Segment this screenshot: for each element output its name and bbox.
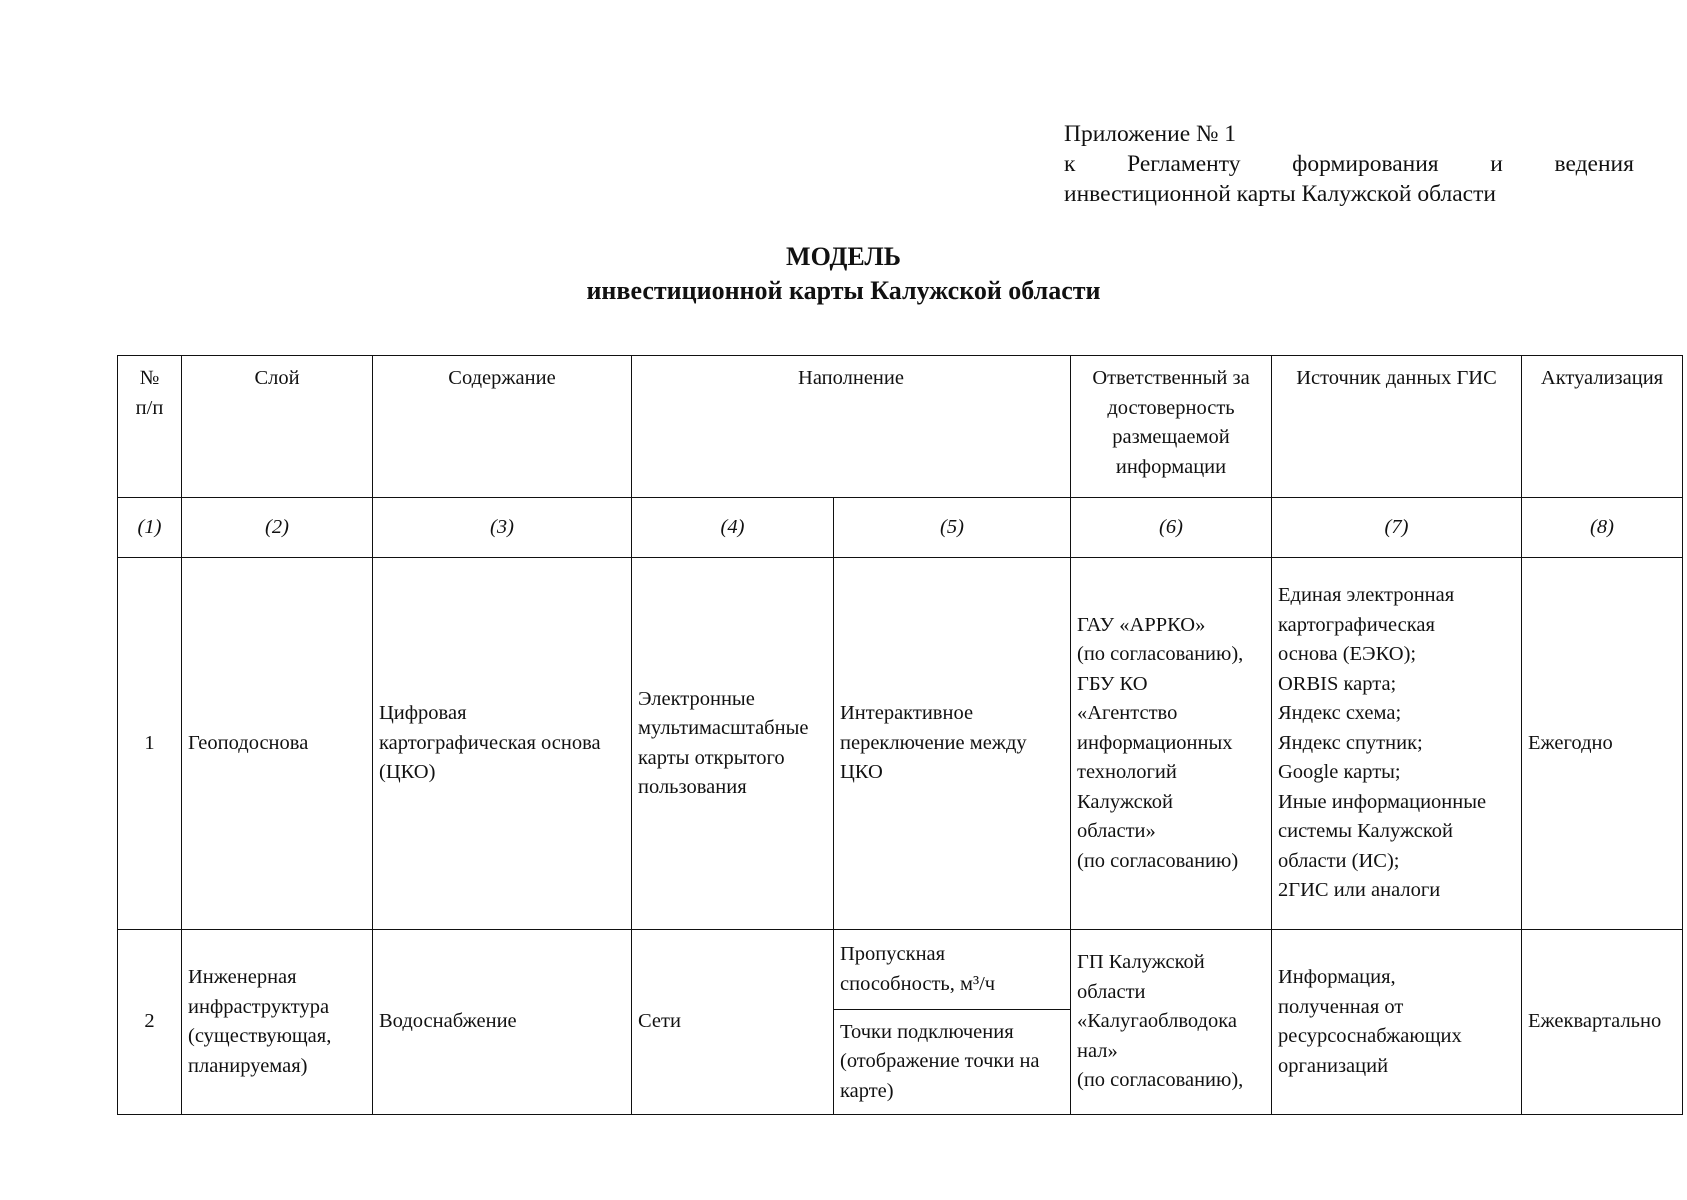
column-number-row [118,498,1683,558]
row-filling-b: Интерактивное переключение между ЦКО [834,558,1071,930]
header-source: Источник данных ГИС [1272,356,1522,498]
row-filling-a: Сети [632,930,834,1115]
header-num: № п/п [118,356,182,498]
header-update: Актуализация [1522,356,1683,498]
column-number: (3) [373,498,632,558]
appendix-line-2 [1064,149,1634,179]
row-update: Ежеквартально [1522,930,1683,1115]
row-source: Единая электронная картографическая основа (ЕЭКО); ORBIS карта; Яндекс схема; Яндекс спутник; Google карты; Иные информационные системы Калужской области (ИС); 2ГИС или аналоги [1272,558,1522,930]
row-content: Водоснабжение [373,930,632,1115]
row-num: 2 [118,930,182,1115]
appendix-line-3: инвестиционной карты Калужской области [1064,181,1496,207]
appendix-block [1064,119,1634,209]
appendix-word: ведения [1554,151,1634,177]
row-filling-b1: Пропускная способность, м³/ч [834,930,1071,1010]
document-subtitle: инвестиционной карты Калужской области [586,276,1101,305]
column-number: (2) [182,498,373,558]
table-row [118,930,1683,1010]
header-content: Содержание [373,356,632,498]
appendix-line-1: Приложение № 1 [1064,121,1237,147]
row-layer: Геоподоснова [182,558,373,930]
appendix-word: формирования [1292,151,1439,177]
appendix-word: и [1490,151,1503,177]
header-row [118,356,1683,498]
row-content: Цифровая картографическая основа (ЦКО) [373,558,632,930]
column-number: (6) [1071,498,1272,558]
appendix-word: к [1064,151,1076,177]
row-filling-b2: Точки подключения (отображение точки на карте) [834,1010,1071,1115]
row-update: Ежегодно [1522,558,1683,930]
row-responsible: ГП Калужской области «Калугаоблводока нал» (по согласованию), [1071,930,1272,1115]
row-num: 1 [118,558,182,930]
column-number: (4) [632,498,834,558]
header-filling: Наполнение [632,356,1071,498]
header-layer: Слой [182,356,373,498]
model-table [117,355,1683,1115]
header-responsible: Ответственный за достоверность размещаемой информации [1071,356,1272,498]
row-layer: Инженерная инфраструктура (существующая, планируемая) [182,930,373,1115]
row-filling-a: Электронные мультимасштабные карты открытого пользования [632,558,834,930]
row-source: Информация, полученная от ресурсоснабжающих организаций [1272,930,1522,1115]
appendix-word: Регламенту [1127,151,1241,177]
table-row [118,558,1683,930]
row-responsible: ГАУ «АРРКО» (по согласованию), ГБУ КО «Агентство информационных технологий Калужской области» (по согласованию) [1071,558,1272,930]
document-title: МОДЕЛЬ [786,242,901,271]
column-number: (8) [1522,498,1683,558]
column-number: (7) [1272,498,1522,558]
column-number: (5) [834,498,1071,558]
column-number: (1) [118,498,182,558]
